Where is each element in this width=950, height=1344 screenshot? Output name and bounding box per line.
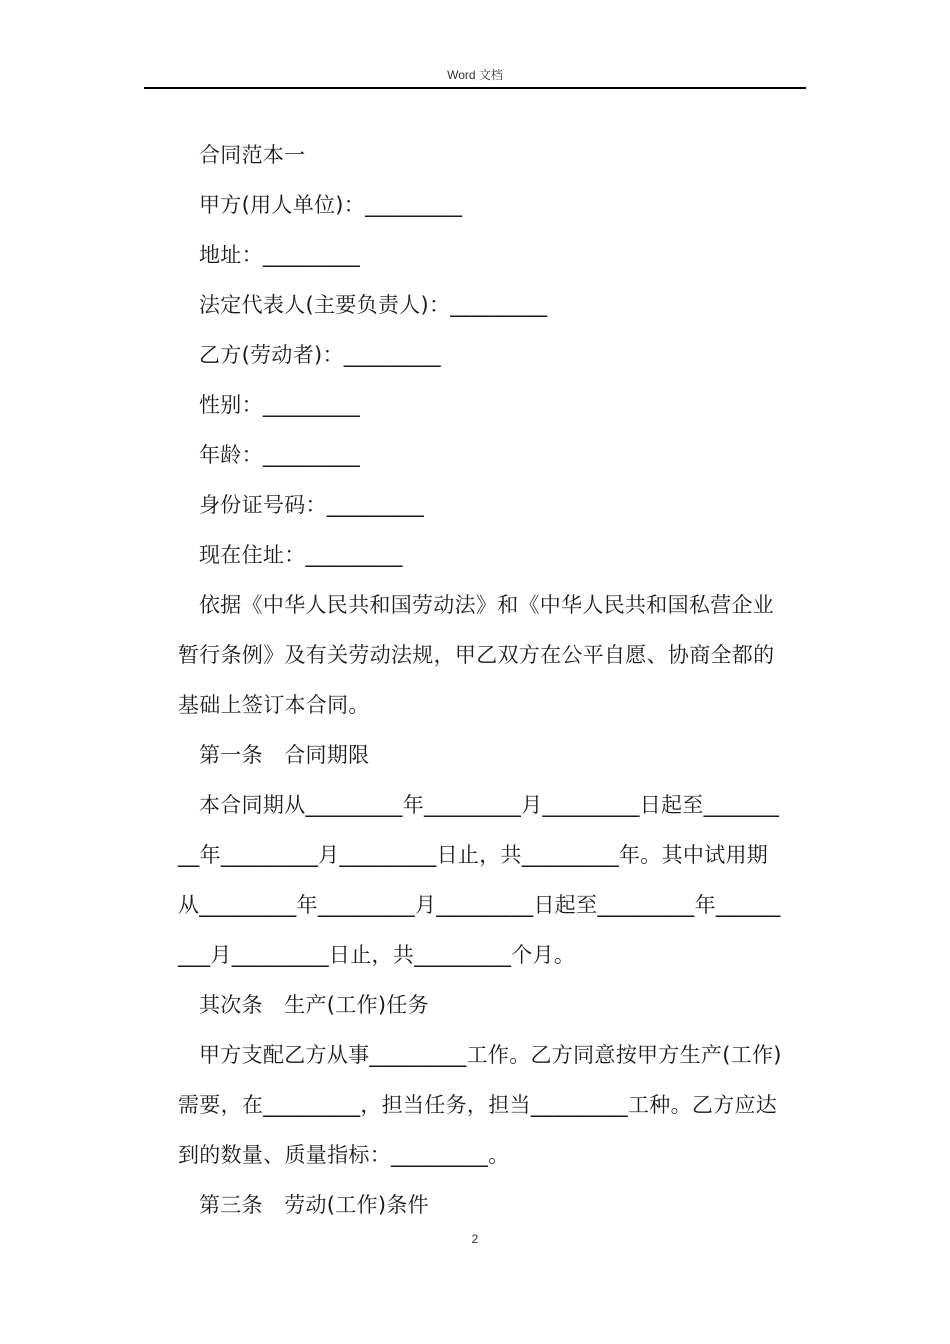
doc-title: 合同范本一 <box>199 143 306 167</box>
article-heading: 其次条 生产(工作)任务 <box>199 993 429 1017</box>
article-heading: 第一条 合同期限 <box>199 743 370 767</box>
preamble-line: 暂行条例》及有关劳动法规，甲乙双方在公平自愿、协商全都的 <box>178 643 775 667</box>
paragraph-line: 从_________年_________月_________日起至_________年______ <box>178 893 781 917</box>
preamble-line: 依据《中华人民共和国劳动法》和《中华人民共和国私营企业 <box>199 593 775 617</box>
id-number-field: 身份证号码：_________ <box>199 493 424 517</box>
age-field: 年龄：_________ <box>199 443 361 467</box>
address-field: 地址：_________ <box>199 243 361 267</box>
paragraph-line: 甲方支配乙方从事_________工作。乙方同意按甲方生产(工作) <box>199 1043 782 1067</box>
page-header: Word 文档 <box>447 68 503 82</box>
legal-rep-field: 法定代表人(主要负责人)：_________ <box>199 293 548 317</box>
page-number: 2 <box>471 1232 479 1246</box>
current-address-field: 现在住址：_________ <box>199 543 403 567</box>
party-b-field: 乙方(劳动者)：_________ <box>199 343 441 367</box>
preamble-line: 基础上签订本合同。 <box>178 693 370 717</box>
paragraph-line: 本合同期从_________年_________月_________日起至_______ <box>199 793 780 817</box>
party-a-field: 甲方(用人单位)：_________ <box>199 193 463 217</box>
paragraph-line: 到的数量、质量指标：_________。 <box>178 1143 510 1167</box>
paragraph-line: ___月_________日止，共_________个月。 <box>178 943 576 967</box>
header-divider <box>144 87 806 89</box>
paragraph-line: 需要，在_________，担当任务，担当_________工种。乙方应达 <box>178 1093 778 1117</box>
document-body <box>178 130 804 1230</box>
paragraph-line: __年_________月_________日止，共_________年。其中试用期 <box>178 843 769 867</box>
gender-field: 性别：_________ <box>199 393 361 417</box>
article-heading: 第三条 劳动(工作)条件 <box>199 1193 429 1217</box>
